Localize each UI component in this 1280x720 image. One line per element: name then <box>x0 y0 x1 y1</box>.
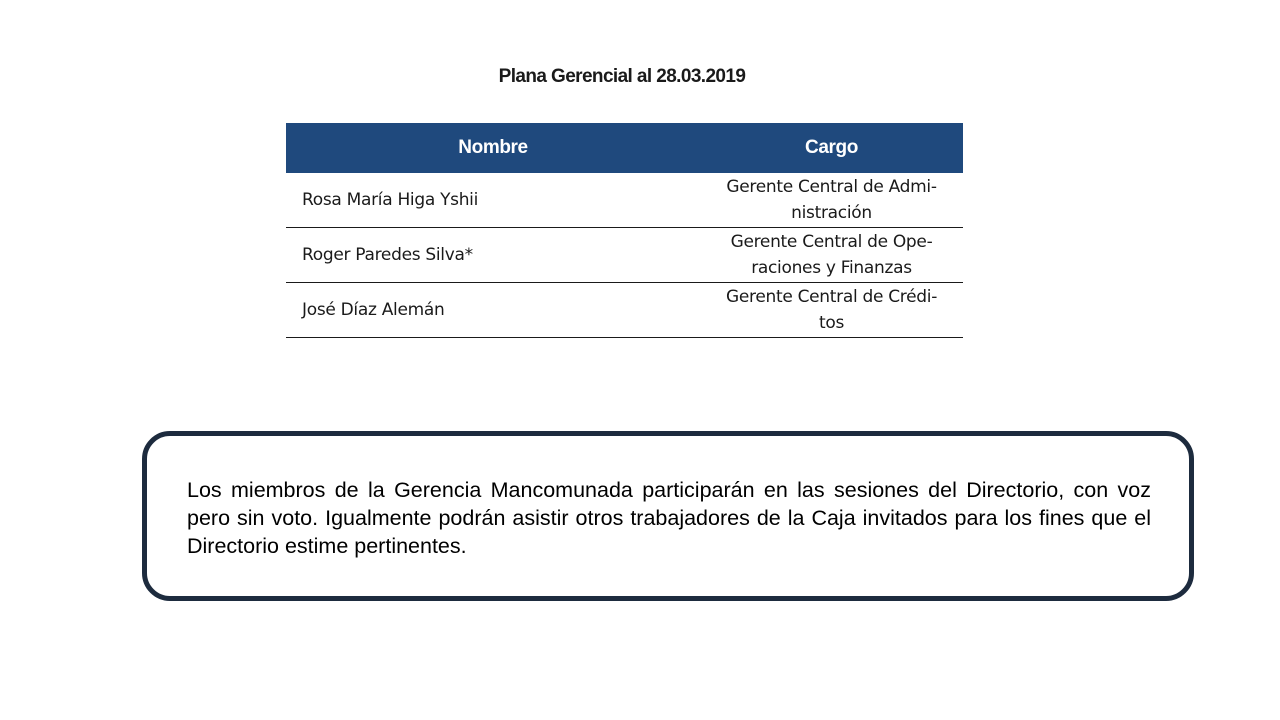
name-cell: Roger Paredes Silva* <box>286 228 700 283</box>
role-cell <box>700 228 963 283</box>
name-cell: Rosa María Higa Yshii <box>286 173 700 228</box>
note-text: Los miembros de la Gerencia Mancomunada participarán en las sesiones del Directorio, con voz pero sin voto. Igualmente podrán asistir otros trabajadores de la Caja invitados para los fines que el Directorio estime pertinentes. <box>187 478 1151 558</box>
column-header-name: Nombre <box>286 123 700 173</box>
role-cell <box>700 173 963 228</box>
management-table <box>286 123 963 338</box>
role-line: tos <box>818 313 845 333</box>
role-line: Gerente Central de Crédi- <box>725 287 938 307</box>
note-box <box>142 431 1194 601</box>
role-cell <box>700 283 963 338</box>
table-row <box>286 283 963 338</box>
role-line: raciones y Finanzas <box>751 258 912 278</box>
name-cell: José Díaz Alemán <box>286 283 700 338</box>
table-row <box>286 173 963 228</box>
role-line: Gerente Central de Ope- <box>730 232 933 252</box>
page-title: Plana Gerencial al 28.03.2019 <box>498 66 746 87</box>
column-header-role: Cargo <box>700 123 963 173</box>
role-line: nistración <box>791 203 872 223</box>
table-header-row <box>286 123 963 173</box>
role-line: Gerente Central de Admi- <box>726 177 937 197</box>
table-row <box>286 228 963 283</box>
